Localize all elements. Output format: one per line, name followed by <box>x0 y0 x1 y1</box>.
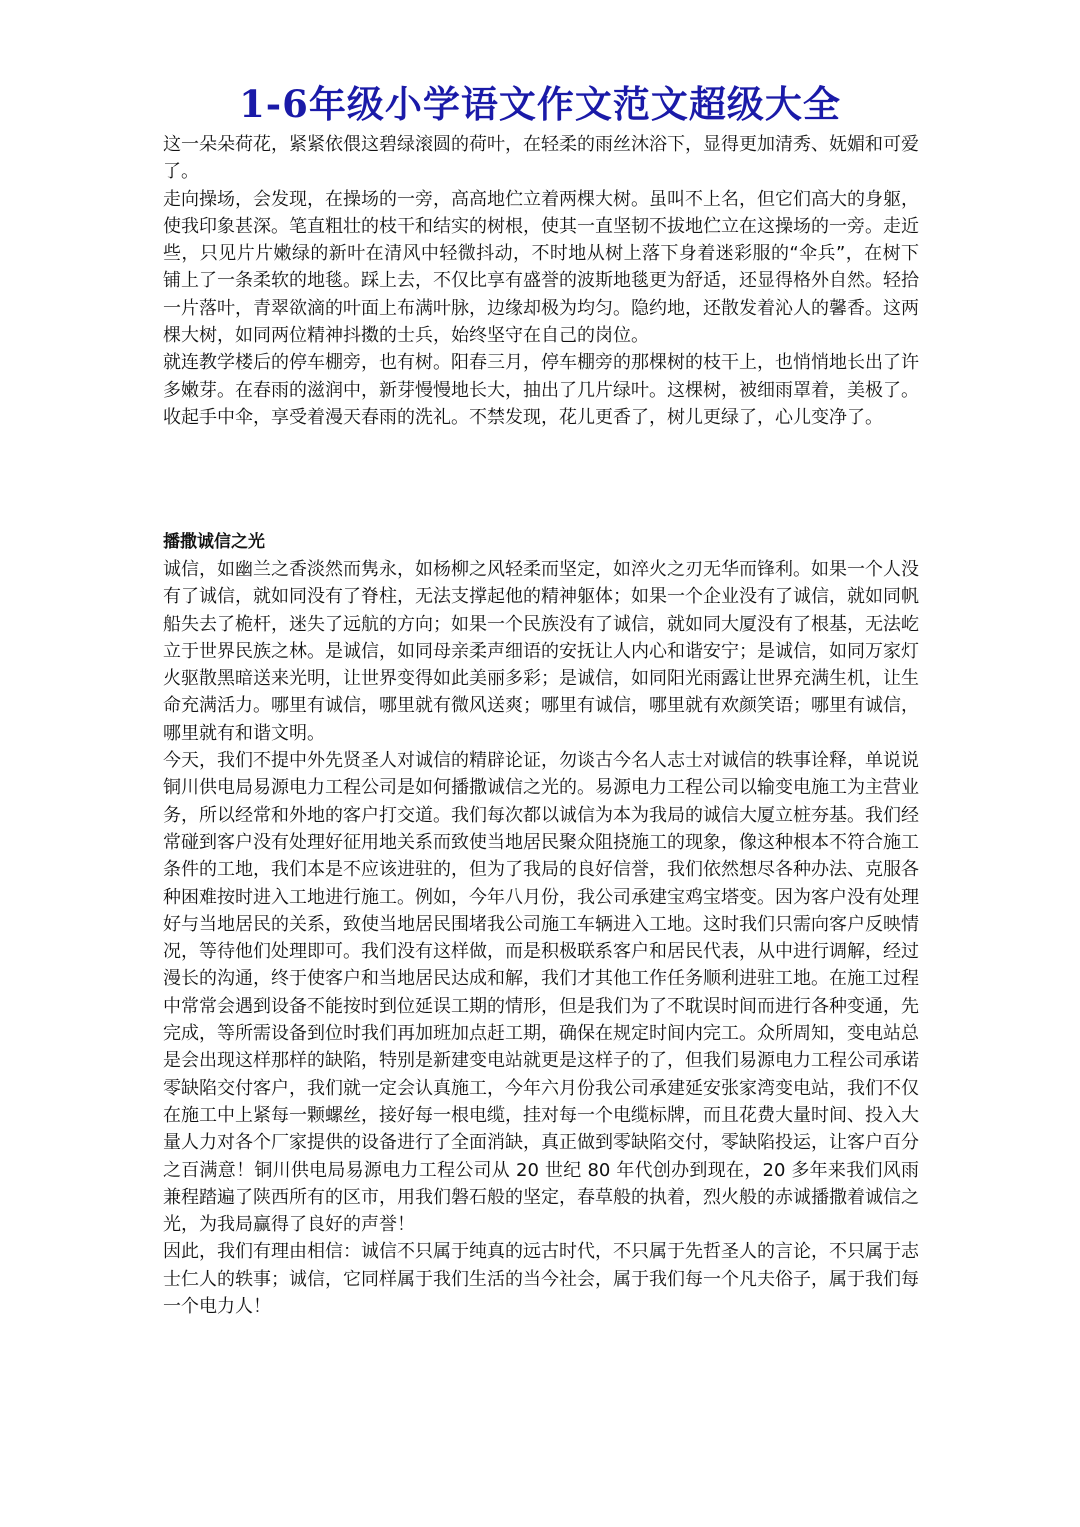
paragraph: 就连教学楼后的停车棚旁，也有树。阳春三月，停车棚旁的那棵树的枝干上，也悄悄地长出了许多嫩芽。在春雨的滋润中，新芽慢慢地长大，抽出了几片绿叶。这棵树，被细雨罩着，美极了。 <box>163 352 919 401</box>
paragraph: 因此，我们有理由相信：诚信不只属于纯真的远古时代，不只属于先哲圣人的言论，不只属于志士仁人的轶事；诚信，它同样属于我们生活的当今社会，属于我们每一个凡夫俗子，属于我们每一个电力人！ <box>163 1241 919 1318</box>
paragraph: 今天，我们不提中外先贤圣人对诚信的精辟论证，勿谈古今名人志士对诚信的轶事诠释，单说说铜川供电局易源电力工程公司是如何播撒诚信之光的。易源电力工程公司以输变电施工为主营业务，所以经常和外地的客户打交道。我们每次都以诚信为本为我局的诚信大厦立桩夯基。我们经常碰到客户没有处理好征用地关系而致使当地居民聚众阻挠施工的现象，像这种根本不符合施工条件的工地，我们本是不应该进驻的，但为了我局的良好信誉，我们依然想尽各种办法、克服各种困难按时进入工地进行施工。例如，今年八月份，我公司承建宝鸡宝塔变。因为客户没有处理好与当地居民的关系，致使当地居民围堵我公司施工车辆进入工地。这时我们只需向客户反映情况，等待他们处理即可。我们没有这样做，而是积极联系客户和居民代表，从中进行调解，经过漫长的沟通，终于使客户和当地居民达成和解，我们才其他工作任务顺利进驻工地。在施工过程中常常会遇到设备不能按时到位延误工期的情形，但是我们为了不耽误时间而进行各种变通，先完成，等所需设备到位时我们再加班加点赶工期，确保在规定时间内完工。众所周知，变电站总是会出现这样那样的缺陷，特别是新建变电站就更是这样子的了，但我们易源电力工程公司承诺零缺陷交付客户，我们就一定会认真施工，今年六月份我公司承建延安张家湾变电站，我们不仅在施工中上紧每一颗螺丝，接好每一根电缆，挂对每一个电缆标牌，而且花费大量时间、投入大量人力对各个厂家提供的设备进行了全面消缺，真正做到零缺陷交付，零缺陷投运，让客户百分之百满意！铜川供电局易源电力工程公司从 20 世纪 80 年代创办到现在，20 多年来我们风雨兼程踏遍了陕西所有的区市，用我们磐石般的坚定，春草般的执着，烈火般的赤诚播撒着诚信之光，为我局赢得了良好的声誉！ <box>163 750 919 1236</box>
paragraph: 这一朵朵荷花，紧紧依偎这碧绿滚圆的荷叶，在轻柔的雨丝沐浴下，显得更加清秀、妩媚和可爱了。 <box>163 134 919 183</box>
essay-heading: 播撒诚信之光 <box>163 532 265 552</box>
document-title: 1-6年级小学语文作文范文超级大全 <box>239 82 841 126</box>
paragraph: 诚信，如幽兰之香淡然而隽永，如杨柳之风轻柔而坚定，如淬火之刃无华而锋利。如果一个人没有了诚信，就如同没有了脊柱，无法支撑起他的精神躯体；如果一个企业没有了诚信，就如同帆船失去了桅杆，迷失了远航的方向；如果一个民族没有了诚信，就如同大厦没有了根基，无法屹立于世界民族之林。是诚信，如同母亲柔声细语的安抚让人内心和谐安宁；是诚信，如同万家灯火驱散黑暗送来光明，让世界变得如此美丽多彩；是诚信，如同阳光雨露让世界充满生机，让生命充满活力。哪里有诚信，哪里就有微风送爽；哪里有诚信，哪里就有欢颜笑语；哪里有诚信，哪里就有和谐文明。 <box>163 559 919 744</box>
essay-honesty <box>163 528 919 1320</box>
paragraph: 收起手中伞，享受着漫天春雨的洗礼。不禁发现，花儿更香了，树儿更绿了，心儿变净了。 <box>163 406 883 428</box>
essay-spring-rain <box>163 131 919 431</box>
paragraph: 走向操场，会发现，在操场的一旁，高高地伫立着两棵大树。虽叫不上名，但它们高大的身躯，使我印象甚深。笔直粗壮的枝干和结实的树根，使其一直坚韧不拔地伫立在这操场的一旁。走近些，只见片片嫩绿的新叶在清风中轻微抖动，不时地从树上落下身着迷彩服的“伞兵”，在树下铺上了一条柔软的地毯。踩上去，不仅比享有盛誉的波斯地毯更为舒适，还显得格外自然。轻拾一片落叶，青翠欲滴的叶面上布满叶脉，边缘却极为均匀。隐约地，还散发着沁人的馨香。这两棵大树，如同两位精神抖擞的士兵，始终坚守在自己的岗位。 <box>163 188 919 347</box>
